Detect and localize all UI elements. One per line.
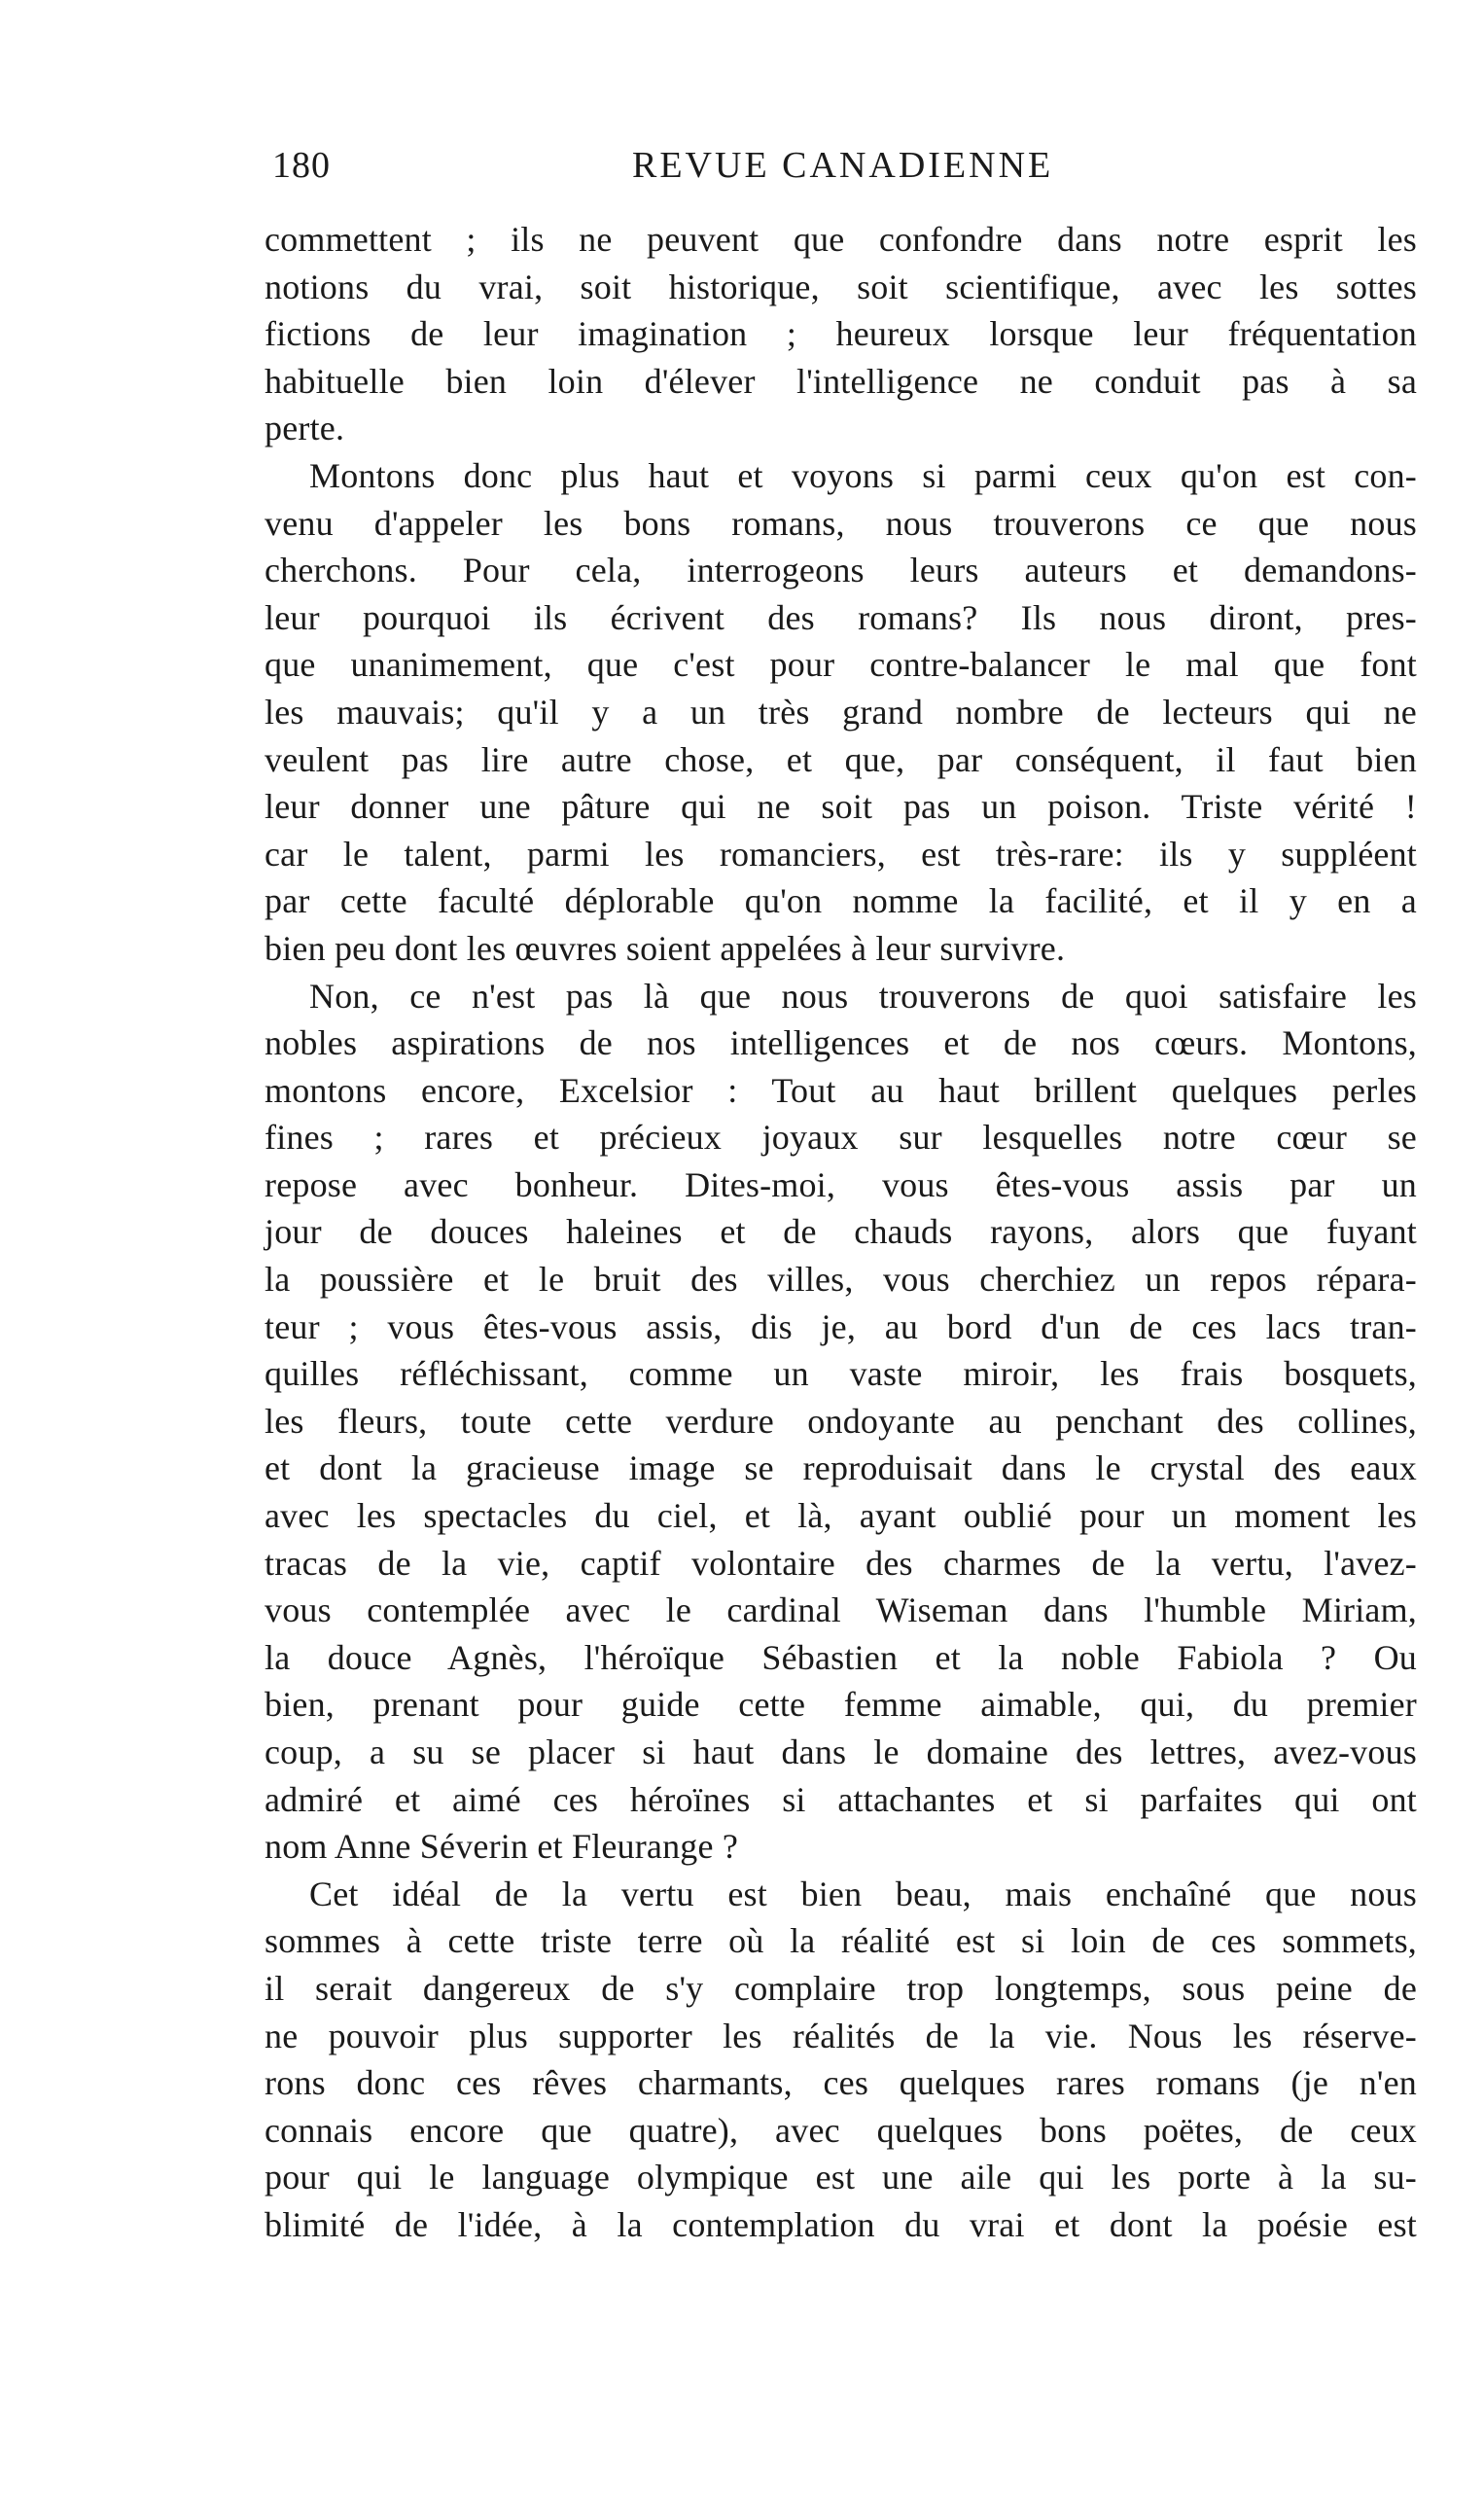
running-title: REVUE CANADIENNE: [632, 145, 1054, 186]
text-line: blimité de l'idée, à la contemplation du vrai et dont la poésie est: [265, 2204, 1417, 2244]
paragraph-first-line: Non, ce n'est pas là que nous trouverons de quoi satisfaire les: [309, 976, 1417, 1016]
text-line: car le talent, parmi les romanciers, est très-rare: ils y suppléent: [265, 834, 1417, 874]
text-line: que unanimement, que c'est pour contre-balancer le mal que font: [265, 645, 1417, 685]
text-line: la poussière et le bruit des villes, vous cherchiez un repos répara-: [265, 1260, 1417, 1300]
text-line: les fleurs, toute cette verdure ondoyante au penchant des collines,: [265, 1401, 1417, 1441]
text-line: veulent pas lire autre chose, et que, par conséquent, il faut bien: [265, 739, 1417, 779]
text-line: teur ; vous êtes-vous assis, dis je, au bord d'un de ces lacs tran-: [265, 1306, 1417, 1346]
page-number: 180: [272, 145, 331, 186]
text-line: et dont la gracieuse image se reproduisait dans le crystal des eaux: [265, 1448, 1417, 1488]
text-line: admiré et aimé ces héroïnes si attachantes et si parfaites qui ont: [265, 1779, 1417, 1819]
paragraph-first-line: Cet idéal de la vertu est bien beau, mais enchaîné que nous: [309, 1874, 1417, 1913]
page-header: [263, 144, 1410, 202]
text-line: sommes à cette triste terre où la réalité est si loin de ces sommets,: [265, 1921, 1417, 1961]
text-line: fines ; rares et précieux joyaux sur lesquelles notre cœur se: [265, 1118, 1417, 1158]
text-line: cherchons. Pour cela, interrogeons leurs auteurs et demandons-: [265, 551, 1417, 590]
text-line: il serait dangereux de s'y complaire trop longtemps, sous peine de: [265, 1968, 1417, 2008]
text-line: rons donc ces rêves charmants, ces quelques rares romans (je n'en: [265, 2063, 1417, 2103]
text-line: nom Anne Séverin et Fleurange ?: [265, 1827, 739, 1867]
text-line: ne pouvoir plus supporter les réalités de la vie. Nous les réserve-: [265, 2016, 1417, 2055]
body-text: [265, 216, 1417, 2249]
text-line: notions du vrai, soit historique, soit scientifique, avec les sottes: [265, 267, 1417, 306]
text-line: coup, a su se placer si haut dans le domaine des lettres, avez-vous: [265, 1732, 1417, 1771]
text-line: fictions de leur imagination ; heureux lorsque leur fréquentation: [265, 314, 1417, 354]
text-line: par cette faculté déplorable qu'on nomme la facilité, et il y en a: [265, 881, 1417, 921]
text-line: habituelle bien loin d'élever l'intelligence ne conduit pas à sa: [265, 361, 1417, 401]
text-line: quilles réfléchissant, comme un vaste miroir, les frais bosquets,: [265, 1354, 1417, 1394]
text-line: bien peu dont les œuvres soient appelées à leur survivre.: [265, 928, 1066, 968]
text-line: perte.: [265, 409, 345, 448]
text-line: la douce Agnès, l'héroïque Sébastien et la noble Fabiola ? Ou: [265, 1637, 1417, 1677]
text-line: leur pourquoi ils écrivent des romans? Ils nous diront, pres-: [265, 597, 1417, 637]
text-line: leur donner une pâture qui ne soit pas un poison. Triste vérité !: [265, 787, 1417, 827]
text-line: pour qui le language olympique est une aile qui les porte à la su-: [265, 2158, 1417, 2197]
text-line: venu d'appeler les bons romans, nous trouverons ce que nous: [265, 503, 1417, 543]
text-line: repose avec bonheur. Dites-moi, vous êtes-vous assis par un: [265, 1164, 1417, 1204]
text-line: montons encore, Excelsior : Tout au haut brillent quelques perles: [265, 1070, 1417, 1110]
text-line: connais encore que quatre), avec quelques bons poëtes, de ceux: [265, 2110, 1417, 2150]
text-line: jour de douces haleines et de chauds rayons, alors que fuyant: [265, 1212, 1417, 1252]
text-line: avec les spectacles du ciel, et là, ayant oublié pour un moment les: [265, 1496, 1417, 1536]
text-line: tracas de la vie, captif volontaire des charmes de la vertu, l'avez-: [265, 1543, 1417, 1583]
text-line: nobles aspirations de nos intelligences et de nos cœurs. Montons,: [265, 1023, 1417, 1063]
text-line: commettent ; ils ne peuvent que confondre dans notre esprit les: [265, 220, 1417, 259]
text-line: les mauvais; qu'il y a un très grand nombre de lecteurs qui ne: [265, 692, 1417, 732]
text-line: vous contemplée avec le cardinal Wiseman dans l'humble Miriam,: [265, 1590, 1417, 1630]
text-line: bien, prenant pour guide cette femme aimable, qui, du premier: [265, 1685, 1417, 1725]
paragraph-first-line: Montons donc plus haut et voyons si parmi ceux qu'on est con-: [309, 455, 1417, 495]
